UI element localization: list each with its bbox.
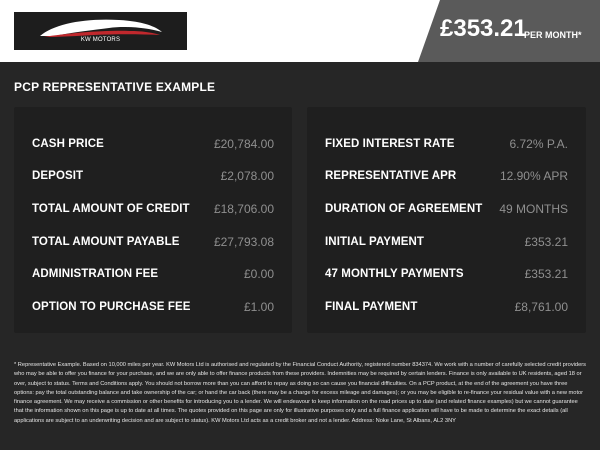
row-label: TOTAL AMOUNT OF CREDIT (32, 203, 190, 215)
row-label: OPTION TO PURCHASE FEE (32, 301, 191, 313)
row-value: £0.00 (243, 267, 274, 281)
row-total-payable (32, 234, 274, 250)
finance-panel-right (307, 107, 586, 333)
row-cash-price (32, 136, 274, 152)
row-value: 49 MONTHS (499, 202, 568, 216)
row-value: £27,793.08 (213, 235, 274, 249)
row-initial-payment (325, 234, 568, 250)
row-value: £353.21 (524, 235, 568, 249)
row-deposit (32, 168, 274, 184)
row-label: TOTAL AMOUNT PAYABLE (32, 236, 180, 248)
logo-text: KW MOTORS (80, 37, 121, 43)
row-label: INITIAL PAYMENT (325, 236, 425, 248)
row-monthly-payments (325, 266, 568, 282)
row-apr (325, 168, 568, 184)
row-label: FIXED INTEREST RATE (325, 138, 455, 150)
section-title: PCP REPRESENTATIVE EXAMPLE (14, 80, 216, 94)
row-value: 6.72% P.A. (509, 137, 568, 151)
row-value: 12.90% APR (499, 169, 568, 183)
monthly-price: £353.21 (440, 15, 527, 42)
row-label: ADMINISTRATION FEE (32, 268, 159, 280)
row-label: DURATION OF AGREEMENT (325, 203, 483, 215)
row-value: £353.21 (524, 267, 568, 281)
row-label: CASH PRICE (32, 138, 104, 150)
row-label: DEPOSIT (32, 170, 84, 182)
row-interest-rate (325, 136, 568, 152)
row-label: 47 MONTHLY PAYMENTS (325, 268, 464, 280)
row-duration (325, 201, 568, 217)
header-bar (0, 0, 600, 62)
per-month-label: PER MONTH* (524, 30, 582, 40)
representative-example-footnote: * Representative Example. Based on 10,000 miles per year. KW Motors Ltd is authorised and regulated by the Financial Conduct Authority, registered number 834374. We work with a number of carefully selected credit providers who may be able to offer you finance for your purchase, and we are only able to offer finance products from these providers. Indemnities may be required by certain lenders. Finance is only available to UK residents, aged 18 or over, subject to status. Terms and Conditions apply. You should not borrow more than you can afford to repay as doing so can cause you financial difficulties. On a PCP product, at the end of the agreement you have three options: pay the total outstanding balance and take ownership of the car; or hand the car back (there may be a charge for excess mileage and damages); or you may be eligible to re-finance your residual value with a new motor finance agreement. We may receive a commission or other benefits for introducing you to a lender. We will endeavour to keep information on the road prices up to date (and related finance examples) but we cannot guarantee that the information shown on this page is up to date at all times. The quotes provided on this page are only for illustrative purposes only and a full finance application will have to be made to determine the exact details (all applications are subject to an underwriting decision and are subject to status). KW Motors Ltd acts as a credit broker and not a lender. Address: Noke Lane, St Albans, AL2 3NY (14, 362, 586, 424)
row-purchase-fee (32, 299, 274, 315)
row-value: £20,784.00 (213, 137, 274, 151)
row-final-payment (325, 299, 568, 315)
row-value: £18,706.00 (213, 202, 274, 216)
row-label: FINAL PAYMENT (325, 301, 418, 313)
car-silhouette-icon (14, 12, 187, 50)
row-admin-fee (32, 266, 274, 282)
row-total-credit (32, 201, 274, 217)
row-label: REPRESENTATIVE APR (325, 170, 457, 182)
finance-panel-left (14, 107, 292, 333)
kw-motors-logo[interactable] (14, 12, 187, 50)
row-value: £1.00 (243, 300, 274, 314)
row-value: £2,078.00 (220, 169, 274, 183)
row-value: £8,761.00 (514, 300, 568, 314)
